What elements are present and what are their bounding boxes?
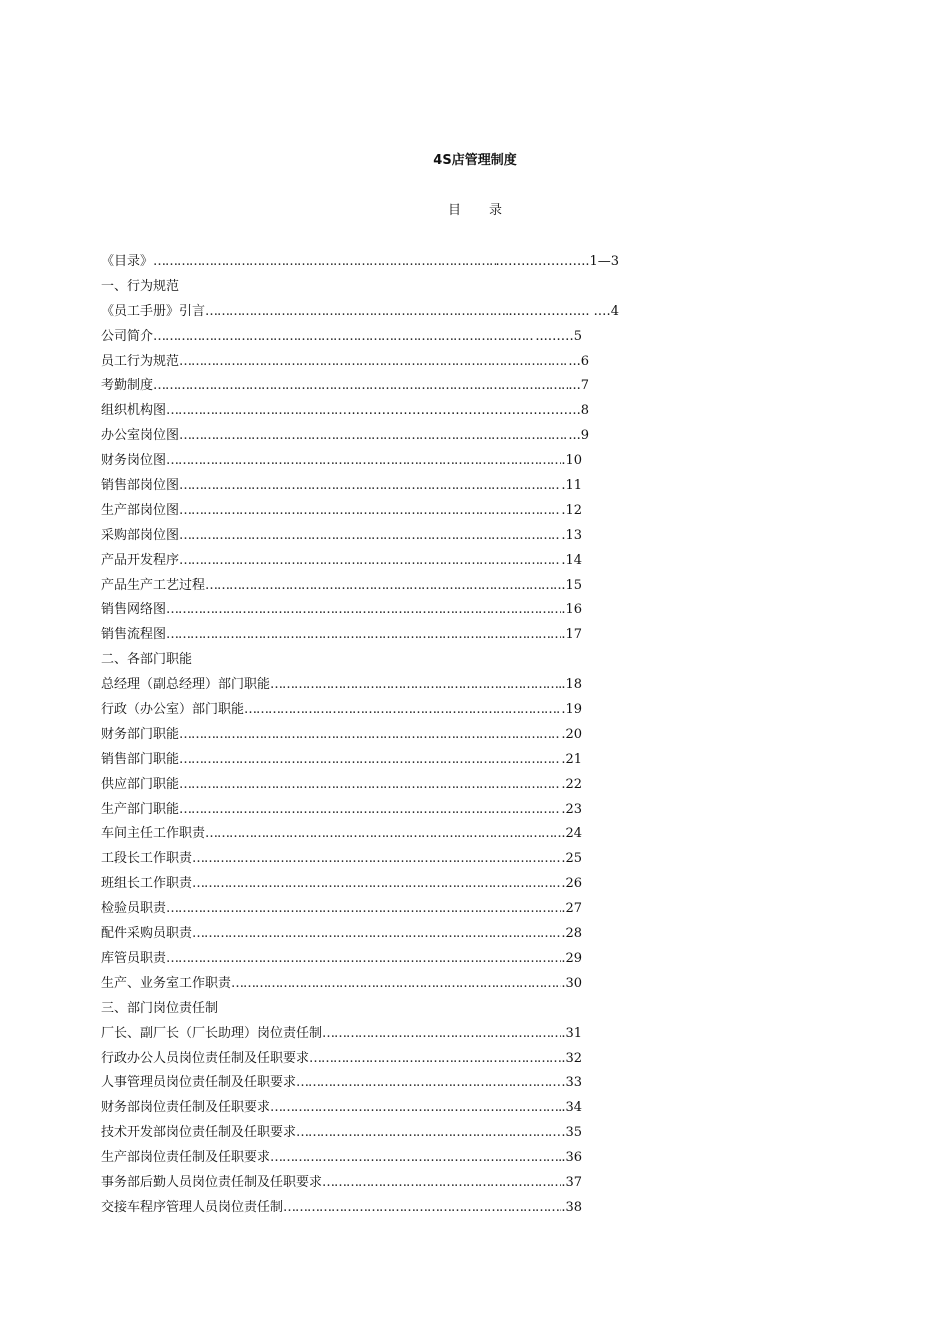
toc-entry-page: ...………….... .…4 <box>508 303 619 319</box>
toc-entry-page: ..…………………………………………….8 <box>347 403 589 419</box>
toc-entry-page: .24 <box>561 826 582 842</box>
toc-entry-label: 生产部岗位图 <box>101 502 180 518</box>
toc-dot-leader <box>153 374 568 399</box>
toc-entry-page: .14 <box>561 552 582 568</box>
toc-entry-page: .26 <box>561 876 582 892</box>
toc-entry-page: .33 <box>561 1075 582 1091</box>
toc-entry-label: 销售部门职能 <box>101 751 180 767</box>
toc-entry-page: .19 <box>561 702 582 718</box>
toc-dot-leader <box>179 350 568 375</box>
toc-entry-label: 销售网络图 <box>101 602 167 618</box>
toc-entry-page: .15 <box>561 577 582 593</box>
toc-entry-label: 车间主任工作职责 <box>101 826 206 842</box>
toc-dot-leader <box>179 549 561 574</box>
toc-dot-leader <box>166 897 561 922</box>
toc-entry-label: 采购部岗位图 <box>101 527 180 543</box>
toc-entry-label: 产品开发程序 <box>101 552 180 568</box>
toc-entry[interactable] <box>101 947 582 972</box>
document-title: 4S店管理制度 <box>433 153 517 168</box>
toc-entry[interactable] <box>101 474 582 499</box>
toc-entry-page: ...……5 <box>535 328 582 344</box>
toc-entry-page: .25 <box>561 851 582 867</box>
toc-entry-page: .17 <box>561 627 582 643</box>
toc-entry[interactable] <box>101 1146 582 1171</box>
toc-entry-label: 库管员职责 <box>101 950 167 966</box>
toc-entry-label: 产品生产工艺过程 <box>101 577 206 593</box>
toc-dot-leader <box>166 449 561 474</box>
toc-entry-page: .35 <box>561 1125 582 1141</box>
toc-entry-page: .23 <box>561 801 582 817</box>
toc-entry[interactable] <box>101 1047 582 1072</box>
toc-entry[interactable] <box>101 300 619 325</box>
toc-dot-leader <box>296 1071 561 1096</box>
toc-entry[interactable] <box>101 1022 582 1047</box>
toc-entry[interactable] <box>101 449 582 474</box>
toc-entry[interactable] <box>101 325 582 350</box>
toc-entry-page: .27 <box>561 901 582 917</box>
toc-dot-leader <box>179 798 561 823</box>
toc-entry[interactable] <box>101 424 589 449</box>
toc-entry[interactable] <box>101 847 582 872</box>
toc-entry-label: 班组长工作职责 <box>101 876 193 892</box>
toc-entry-label: 配件采购员职责 <box>101 926 193 942</box>
toc-entry-label: 销售流程图 <box>101 627 167 643</box>
toc-dot-leader <box>205 300 509 325</box>
toc-dot-leader <box>270 673 561 698</box>
toc-entry[interactable] <box>101 723 582 748</box>
toc-entry[interactable] <box>101 623 582 648</box>
toc-section-heading: 一、行为规范 <box>101 278 180 294</box>
toc-dot-leader <box>166 598 561 623</box>
toc-dot-leader <box>179 773 561 798</box>
toc-entry[interactable] <box>101 922 582 947</box>
toc-entry-label: 行政（办公室）部门职能 <box>101 702 245 718</box>
toc-entry-page: .30 <box>561 975 582 991</box>
toc-entry[interactable] <box>101 1071 582 1096</box>
toc-entry-page: .34 <box>561 1100 582 1116</box>
toc-entry-page: .16 <box>561 602 582 618</box>
table-of-contents <box>101 250 631 1221</box>
toc-entry[interactable] <box>101 822 582 847</box>
toc-entry-label: 生产、业务室工作职责 <box>101 975 232 991</box>
toc-entry-label: 供应部门职能 <box>101 776 180 792</box>
toc-entry-label: 公司简介 <box>101 328 154 344</box>
toc-entry-label: 员工行为规范 <box>101 353 180 369</box>
toc-entry-label: 组织机构图 <box>101 403 167 419</box>
toc-entry[interactable] <box>101 773 582 798</box>
toc-dot-leader <box>166 399 347 424</box>
toc-entry[interactable] <box>101 499 582 524</box>
toc-entry-page: .13 <box>561 527 582 543</box>
toc-entry-label: 考勤制度 <box>101 378 154 394</box>
toc-dot-leader <box>153 325 535 350</box>
toc-entry[interactable] <box>101 1121 582 1146</box>
toc-dot-leader <box>270 1146 561 1171</box>
toc-entry[interactable] <box>101 250 619 275</box>
toc-dot-leader <box>205 822 561 847</box>
toc-entry-page: .12 <box>561 502 582 518</box>
toc-dot-leader <box>179 499 561 524</box>
toc-dot-leader <box>322 1171 561 1196</box>
toc-entry-label: 事务部后勤人员岗位责任制及任职要求 <box>101 1174 323 1190</box>
toc-entry-label: 行政办公人员岗位责任制及任职要求 <box>101 1050 310 1066</box>
toc-entry-page: .18 <box>561 677 582 693</box>
toc-entry-label: 技术开发部岗位责任制及任职要求 <box>101 1125 297 1141</box>
toc-entry-page: .11 <box>561 478 582 494</box>
toc-entry[interactable] <box>101 748 582 773</box>
toc-dot-leader <box>192 872 561 897</box>
toc-entry[interactable] <box>101 350 589 375</box>
toc-entry[interactable] <box>101 972 582 997</box>
toc-entry-label: 人事管理员岗位责任制及任职要求 <box>101 1075 297 1091</box>
toc-dot-leader <box>244 698 561 723</box>
toc-entry[interactable] <box>101 399 589 424</box>
toc-entry[interactable] <box>101 698 582 723</box>
toc-entry-label: 财务岗位图 <box>101 453 167 469</box>
toc-section-heading: 二、各部门职能 <box>101 652 193 668</box>
toc-entry-label: 工段长工作职责 <box>101 851 193 867</box>
toc-dot-leader <box>296 1121 561 1146</box>
toc-heading: 目录 <box>447 203 530 218</box>
toc-section-heading: 三、部门岗位责任制 <box>101 1000 219 1016</box>
toc-dot-leader <box>322 1022 561 1047</box>
toc-dot-leader <box>231 972 561 997</box>
toc-entry[interactable] <box>101 374 589 399</box>
toc-entry-page: .29 <box>561 950 582 966</box>
toc-entry-label: 办公室岗位图 <box>101 428 180 444</box>
toc-dot-leader <box>270 1096 561 1121</box>
toc-entry-page: .36 <box>561 1150 582 1166</box>
toc-entry[interactable] <box>101 574 582 599</box>
toc-entry-page: .20 <box>561 726 582 742</box>
toc-entry-label: 财务部岗位责任制及任职要求 <box>101 1100 271 1116</box>
toc-entry-label: 财务部门职能 <box>101 726 180 742</box>
toc-dot-leader <box>192 922 561 947</box>
toc-entry[interactable] <box>101 897 582 922</box>
toc-entry-label: 生产部门职能 <box>101 801 180 817</box>
toc-dot-leader <box>309 1047 561 1072</box>
toc-dot-leader <box>179 748 561 773</box>
toc-entry-page: .10 <box>561 453 582 469</box>
toc-entry-page: ...9 <box>568 428 589 444</box>
toc-entry-page: ...7 <box>568 378 589 394</box>
toc-entry-page: .22 <box>561 776 582 792</box>
toc-entry-page: .21 <box>561 751 582 767</box>
toc-entry-page: ...6 <box>568 353 589 369</box>
toc-entry[interactable] <box>101 673 582 698</box>
toc-entry-label: 生产部岗位责任制及任职要求 <box>101 1150 271 1166</box>
toc-dot-leader <box>166 947 561 972</box>
toc-entry-page: .28 <box>561 926 582 942</box>
toc-entry[interactable] <box>101 1096 582 1121</box>
toc-entry[interactable] <box>101 549 582 574</box>
toc-entry[interactable] <box>101 1196 582 1221</box>
toc-entry-label: 销售部岗位图 <box>101 478 180 494</box>
toc-entry[interactable] <box>101 1171 582 1196</box>
toc-dot-leader <box>283 1196 561 1221</box>
toc-entry[interactable] <box>101 598 582 623</box>
toc-dot-leader <box>166 623 561 648</box>
toc-dot-leader <box>153 250 496 275</box>
toc-dot-leader <box>179 474 561 499</box>
toc-entry[interactable] <box>101 798 582 823</box>
toc-entry[interactable] <box>101 524 582 549</box>
toc-entry-page: .37 <box>561 1174 582 1190</box>
toc-entry-label: 《目录》 <box>101 254 154 269</box>
toc-entry-label: 检验员职责 <box>101 901 167 917</box>
toc-entry-label: 《员工手册》引言 <box>101 303 206 319</box>
toc-entry-label: 交接车程序管理人员岗位责任制 <box>101 1199 284 1215</box>
toc-entry-label: 总经理（副总经理）部门职能 <box>101 677 271 693</box>
toc-entry-page: .31 <box>561 1025 582 1041</box>
toc-dot-leader <box>205 574 561 599</box>
toc-dot-leader <box>179 424 568 449</box>
toc-entry-page: ..……...………..1—3 <box>495 254 619 269</box>
toc-dot-leader <box>192 847 561 872</box>
toc-entry-label: 厂长、副厂长（厂长助理）岗位责任制 <box>101 1025 323 1041</box>
toc-dot-leader <box>179 723 561 748</box>
toc-entry-page: .38 <box>561 1199 582 1215</box>
toc-dot-leader <box>179 524 561 549</box>
toc-entry-page: .32 <box>561 1050 582 1066</box>
toc-entry[interactable] <box>101 872 582 897</box>
